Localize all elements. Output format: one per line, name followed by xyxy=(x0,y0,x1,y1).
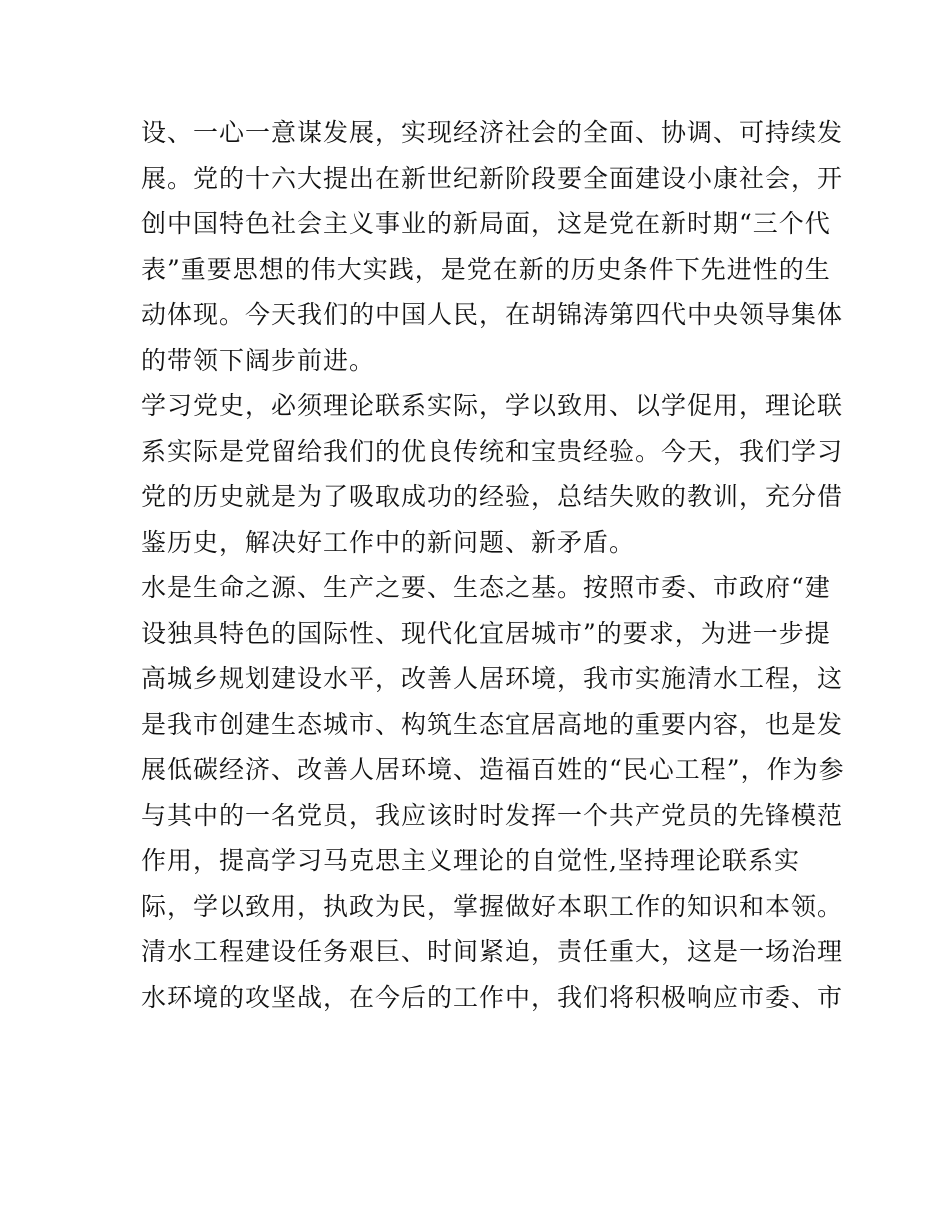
text-line: 清水工程建设任务艰巨、时间紧迫，责任重大，这是一场治理 xyxy=(141,937,844,966)
text-line: 动体现。今天我们的中国人民，在胡锦涛第四代中央领导集体 xyxy=(141,300,844,329)
text-line: 作用，提高学习马克思主义理论的自觉性,坚持理论联系实 xyxy=(141,846,800,875)
text-line: 创中国特色社会主义事业的新局面，这是党在新时期“三个代 xyxy=(141,209,831,238)
text-line: 是我市创建生态城市、构筑生态宜居高地的重要内容，也是发 xyxy=(141,709,844,739)
text-line: 水是生命之源、生产之要、生态之基。按照市委、市政府“建 xyxy=(141,573,831,602)
text-line: 表”重要思想的伟大实践，是党在新的历史条件下先进性的生 xyxy=(141,254,831,284)
body-text xyxy=(141,110,845,1020)
text-line: 学习党史，必须理论联系实际，学以致用、以学促用，理论联 xyxy=(141,391,844,420)
text-line: 设、一心一意谋发展，实现经济社会的全面、协调、可持续发 xyxy=(141,118,844,147)
text-line: 的带领下阔步前进。 xyxy=(141,345,376,375)
text-line: 展。党的十六大提出在新世纪新阶段要全面建设小康社会，开 xyxy=(141,163,844,193)
text-line: 鉴历史，解决好工作中的新问题、新矛盾。 xyxy=(141,527,636,557)
text-line: 际，学以致用，执政为民，掌握做好本职工作的知识和本领。 xyxy=(141,891,844,921)
text-line: 党的历史就是为了吸取成功的经验，总结失败的教训，充分借 xyxy=(141,482,844,511)
text-line: 与其中的一名党员，我应该时时发挥一个共产党员的先锋模范 xyxy=(141,800,844,830)
text-line: 系实际是党留给我们的优良传统和宝贵经验。今天，我们学习 xyxy=(141,436,844,466)
text-line: 展低碳经济、改善人居环境、造福百姓的“民心工程”，作为参 xyxy=(141,755,845,784)
text-line: 设独具特色的国际性、现代化宜居城市”的要求，为进一步提 xyxy=(141,618,831,648)
text-line: 高城乡规划建设水平，改善人居环境，我市实施清水工程，这 xyxy=(141,664,844,693)
text-line: 水环境的攻坚战，在今后的工作中，我们将积极响应市委、市 xyxy=(141,982,844,1012)
